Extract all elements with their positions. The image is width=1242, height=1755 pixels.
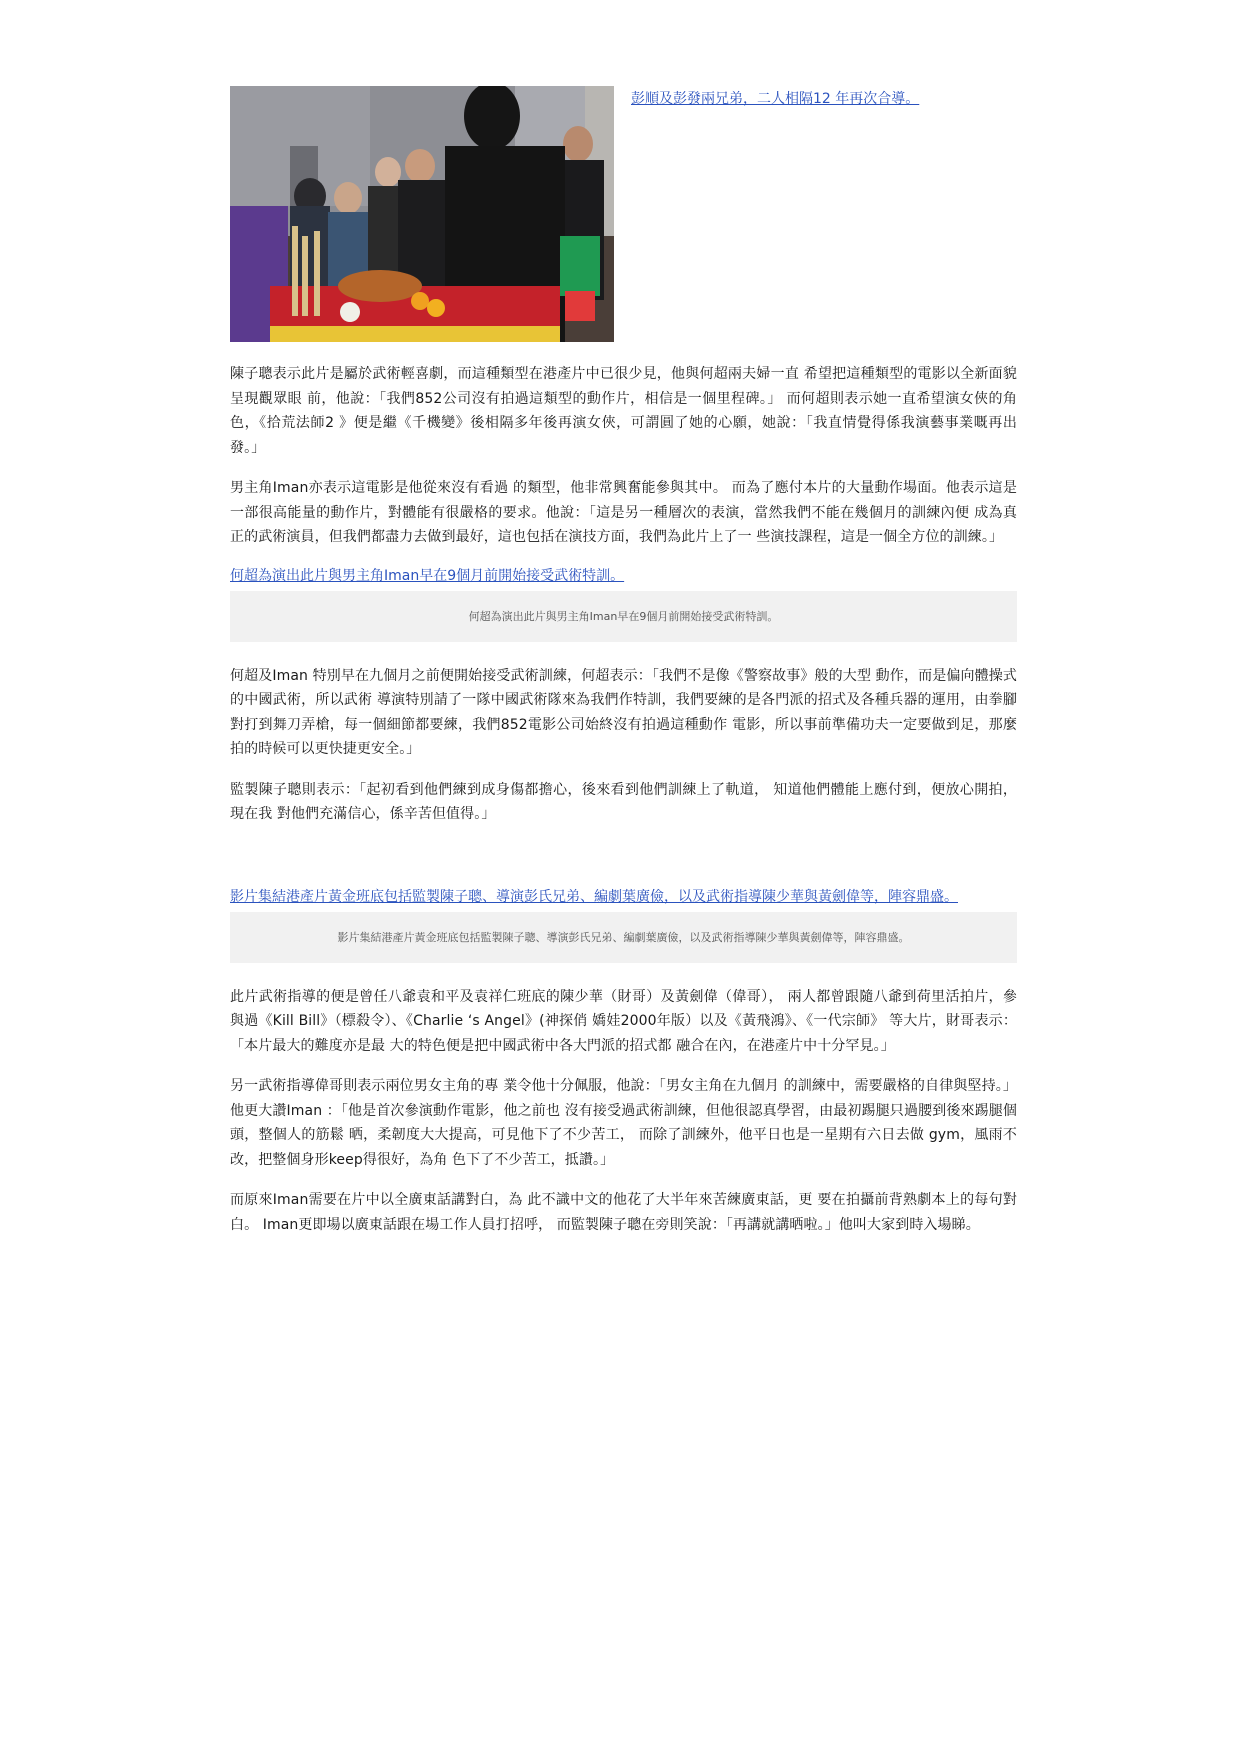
caption-2-text: 影片集結港產片黃金班底包括監製陳子聰、導演彭氏兄弟、編劇葉廣儉，以及武術指導陳少華與黃劍偉等，陣容鼎盛。 <box>337 931 910 944</box>
caption-1-box <box>230 591 1017 642</box>
paragraph-1: 陳子聰表示此片是屬於武術輕喜劇，而這種類型在港產片中已很少見，他與何超兩夫婦一直 希望把這種類型的電影以全新面貌呈現觀眾眼 前，他說：「我們852公司沒有拍過這類型的動作片，相信是一個里程碑。」 而何超則表示她一直希望演女俠的角色，《拾荒法師2 》便是繼《千機變》後相隔多年後再演女俠，可謂圓了她的心願，她說：「我直情覺得係我演藝事業嘅再出發。」 <box>230 366 1017 456</box>
caption-2-box <box>230 912 1017 963</box>
paragraph-7: 而原來Iman需要在片中以全廣東話講對白，為 此不識中文的他花了大半年來苦練廣東話，更 要在拍攝前背熟劇本上的每句對白。 Iman更即場以廣東話跟在場工作人員打招呼， 而監製陳子聰在旁則笑說：「再講就講晒啦。」他叫大家到時入場睇。 <box>230 1192 1017 1233</box>
article <box>230 86 1017 1253</box>
caption-1-link[interactable]: 何超為演出此片與男主角Iman早在9個月前開始接受武術特訓。 <box>230 567 625 584</box>
photo-illustration <box>230 86 614 342</box>
caption-1-text: 何超為演出此片與男主角Iman早在9個月前開始接受武術特訓。 <box>468 610 779 623</box>
paragraph-2: 男主角Iman亦表示這電影是他從來沒有看過 的類型，他非常興奮能參與其中。 而為了應付本片的大量動作場面。他表示這是一部很高能量的動作片，對體能有很嚴格的要求。他說：「這是另一種層次的表演，當然我們不能在幾個月的訓練內便 成為真正的武術演員，但我們都盡力去做到最好，這也包括在演技方面，我們為此片上了一 些演技課程，這是一個全方位的訓練。」 <box>230 480 1017 545</box>
paragraph-5: 此片武術指導的便是曾任八爺袁和平及袁祥仁班底的陳少華（財哥）及黃劍偉（偉哥）， 兩人都曾跟隨八爺到荷里活拍片，參與過《Kill Bill》（標殺令）、《Charlie ‘s Angel》(神探俏 嬌娃2000年版）以及《黃飛鴻》、《一代宗師》 等大片，財哥表示：「本片最大的難度亦是最 大的特色便是把中國武術中各大門派的招式都 融合在內，在港產片中十分罕見。」 <box>230 988 1017 1054</box>
paragraph-3: 何超及Iman 特別早在九個月之前便開始接受武術訓練，何超表示：「我們不是像《警察故事》般的大型 動作，而是偏向體操式的中國武術，所以武術 導演特別請了一隊中國武術隊來為我們作特訓，我們要練的是各門派的招式及各種兵器的運用，由拳腳對打到舞刀弄槍，每一個細節都要練，我們852電影公司始終沒有拍過這種動作 電影，所以事前準備功夫一定要做到足，那麼 拍的時候可以更快捷更安全。」 <box>230 667 1017 757</box>
paragraph-4: 監製陳子聰則表示：「起初看到他們練到成身傷都擔心，後來看到他們訓練上了軌道， 知道他們體能上應付到，便放心開拍，現在我 對他們充滿信心，係辛苦但值得。」 <box>230 781 1017 822</box>
paragraph-6: 另一武術指導偉哥則表示兩位男女主角的專 業令他十分佩服，他說：「男女主角在九個月 的訓練中，需要嚴格的自律與堅持。」他更大讚Iman ：「他是首次參演動作電影，他之前也 沒有接受過武術訓練，但他很認真學習，由最初踢腿只過腰到後來踢腿個頭，整個人的筋鬆 晒，柔韌度大大提高，可見他下了不少苦工， 而除了訓練外，他平日也是一星期有六日去做 gym，風雨不改，把整個身形keep得很好，為角 色下了不少苦工，抵讚。」 <box>230 1078 1017 1168</box>
top-row <box>230 86 1017 342</box>
caption-2-link[interactable]: 影片集結港產片黃金班底包括監製陳子聰、導演彭氏兄弟、編劇葉廣儉，以及武術指導陳少華與黃劍偉等，陣容鼎盛。 <box>230 888 958 905</box>
article-photo <box>230 86 614 342</box>
section-spacer <box>230 843 1017 881</box>
top-caption-link[interactable]: 彭順及彭發兩兄弟，二人相隔12 年再次合導。 <box>631 91 920 107</box>
